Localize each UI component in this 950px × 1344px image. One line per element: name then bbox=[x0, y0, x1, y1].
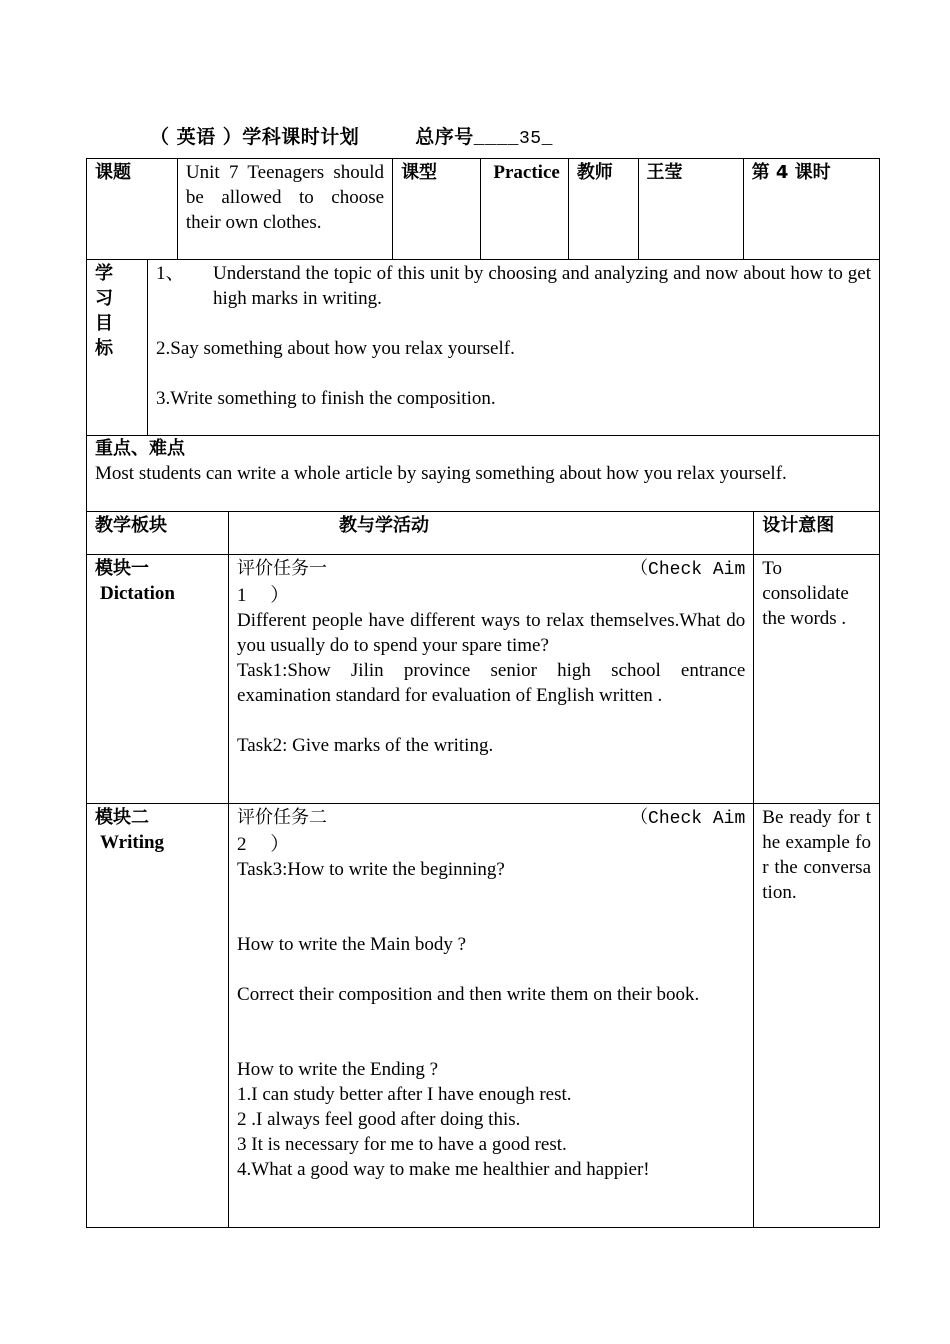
module2-task-head bbox=[237, 805, 745, 832]
header-module: 教学板块 bbox=[87, 512, 229, 555]
objectives-char: 学 bbox=[95, 263, 113, 284]
module1-task-head bbox=[237, 556, 745, 583]
module1-label-cell bbox=[87, 555, 229, 804]
topic-label: 课题 bbox=[87, 159, 178, 260]
objectives-label bbox=[87, 260, 148, 436]
objective-3: 3.Write something to finish the composition. bbox=[156, 388, 496, 409]
objective-1 bbox=[156, 261, 871, 311]
module1-check-aim-num: 1 ） bbox=[237, 585, 290, 606]
module2-intent: Be ready for the example for the conversation. bbox=[754, 804, 880, 1228]
objectives-table bbox=[86, 259, 880, 436]
module2-correct: Correct their composition and then write them on their book. bbox=[237, 984, 700, 1005]
type-label: 课型 bbox=[393, 159, 481, 260]
objectives-content bbox=[148, 260, 880, 436]
module2-activity bbox=[229, 804, 754, 1228]
objective-2: 2.Say something about how you relax yourself. bbox=[156, 338, 515, 359]
module2-check-aim: （Check Aim bbox=[630, 809, 746, 829]
objective-1-num: 1、 bbox=[156, 263, 185, 284]
module2-name: Writing bbox=[100, 832, 165, 853]
module1-line-3: Task2: Give marks of the writing. bbox=[237, 735, 494, 756]
title-text: ）学科课时计划 bbox=[215, 126, 360, 148]
objective-1-text: Understand the topic of this unit by choosing and analyzing and now about how to get high marks in writing. bbox=[213, 263, 871, 309]
module1-check-aim: （Check Aim bbox=[630, 560, 746, 580]
page-title bbox=[150, 122, 553, 149]
header-intent: 设计意图 bbox=[754, 512, 880, 555]
serial-label: 总序号 bbox=[415, 126, 474, 148]
key-points-table bbox=[86, 435, 880, 512]
module2-ending: How to write the Ending ? bbox=[237, 1059, 439, 1080]
objectives-char: 标 bbox=[95, 338, 113, 359]
title-prefix: （ bbox=[150, 126, 177, 148]
module2-ending-item: 4.What a good way to make me healthier and happier! bbox=[237, 1159, 650, 1180]
module2-ending-item: 3 It is necessary for me to have a good rest. bbox=[237, 1134, 567, 1155]
objectives-char: 习 bbox=[95, 288, 113, 309]
modules-table bbox=[86, 511, 880, 1228]
info-table bbox=[86, 158, 880, 260]
module2-ending-item: 2 .I always feel good after doing this. bbox=[237, 1109, 521, 1130]
teacher-value: 王莹 bbox=[638, 159, 743, 260]
topic-value: Unit 7 Teenagers should be allowed to choose their own clothes. bbox=[177, 159, 392, 260]
key-points-label: 重点、难点 bbox=[95, 438, 185, 459]
module1-name: Dictation bbox=[100, 583, 175, 604]
module2-main-body: How to write the Main body ? bbox=[237, 934, 467, 955]
teacher-label: 教师 bbox=[568, 159, 638, 260]
subject: 英语 bbox=[176, 126, 216, 148]
module1-line-2: Task1:Show Jilin province senior high school entrance examination standard for evaluation of English written . bbox=[237, 660, 746, 706]
module2-task-title: 评价任务二 bbox=[237, 807, 328, 828]
serial-value: ____35_ bbox=[473, 129, 553, 149]
module1-task-title: 评价任务一 bbox=[237, 558, 328, 579]
period: 第 4 课时 bbox=[743, 159, 879, 260]
module1-intent: To consolidate the words . bbox=[754, 555, 880, 804]
key-points-text: Most students can write a whole article by saying something about how you relax yourself. bbox=[95, 463, 787, 484]
header-activity: 教与学活动 bbox=[229, 512, 754, 555]
module2-check-aim-num: 2 ） bbox=[237, 834, 290, 855]
module2-label-cell bbox=[87, 804, 229, 1228]
module2-label: 模块二 bbox=[95, 807, 149, 828]
module2-task3: Task3:How to write the beginning? bbox=[237, 859, 505, 880]
module2-ending-item: 1.I can study better after I have enough rest. bbox=[237, 1084, 572, 1105]
key-points-cell bbox=[87, 436, 880, 512]
module1-activity bbox=[229, 555, 754, 804]
module1-line-1: Different people have different ways to relax themselves.What do you usually do to spend your spare time? bbox=[237, 610, 746, 656]
module1-label: 模块一 bbox=[95, 558, 149, 579]
objectives-char: 目 bbox=[95, 313, 113, 334]
type-value: Practice bbox=[480, 159, 568, 260]
